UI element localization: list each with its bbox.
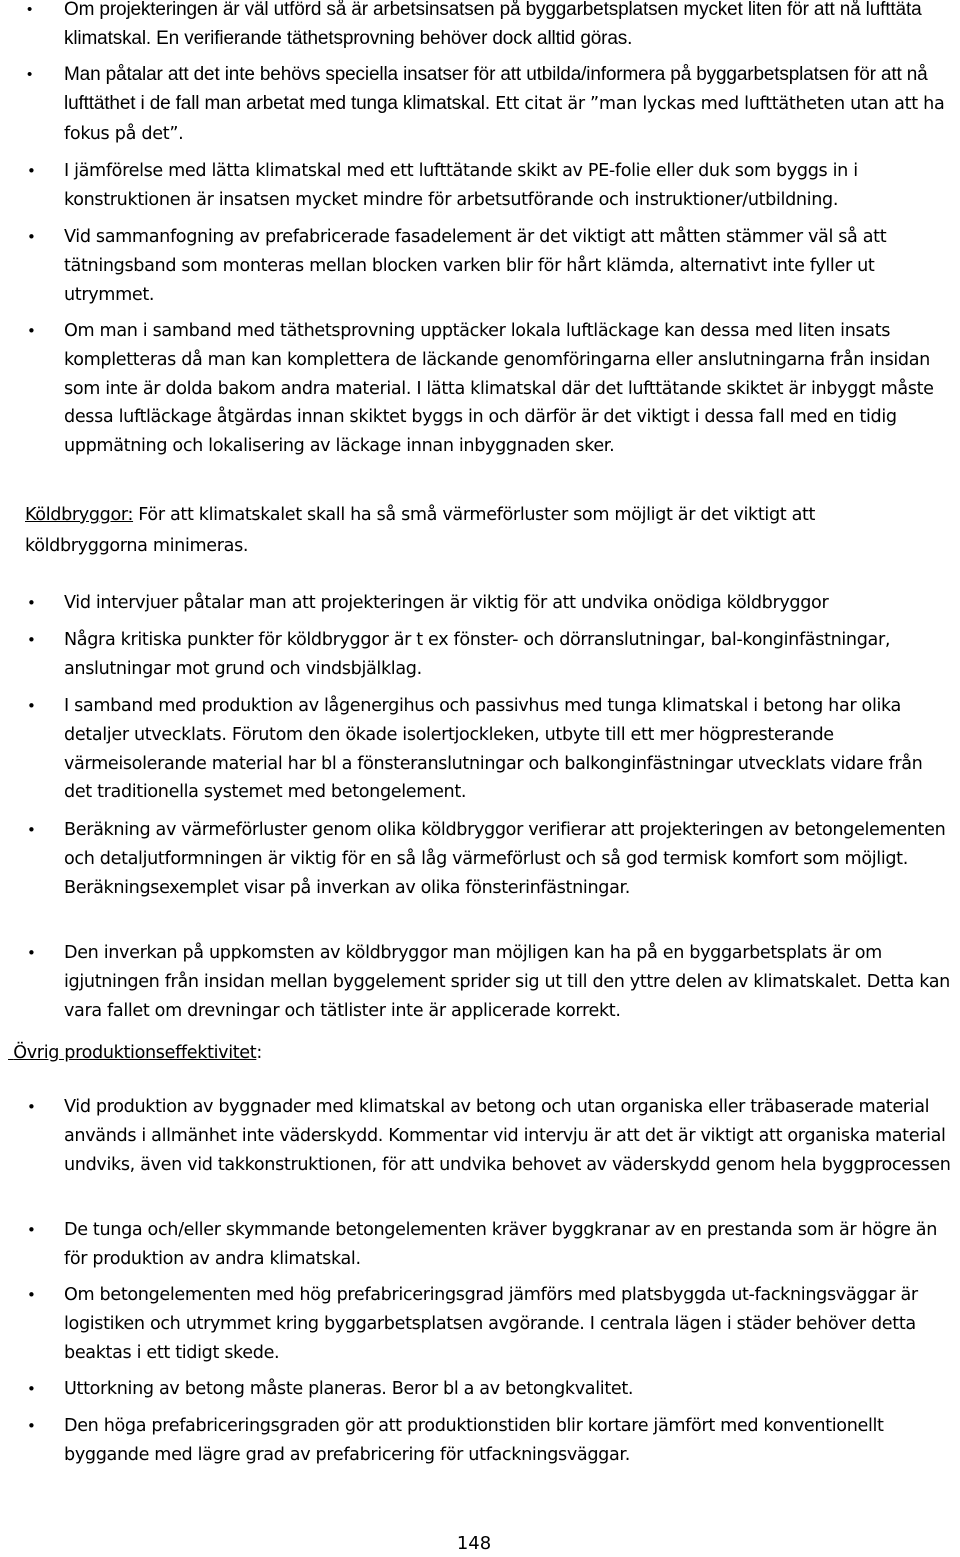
quote-text: Ett citat är ”man lyckas med lufttätheten utan att ha fokus på det”. [64,94,945,144]
list-item: • Om projekteringen är väl utförd så är arbetsinsatsen på byggarbetsplatsen mycket liten för att nå lufttäta klimatskal. En verifierande täthetsprovning behöver dock alltid göras. [0,0,960,53]
list-item: • Om betongelementen med hög prefabriceringsgrad jämförs med platsbyggda ut-fackningsväggar är logistiken och utrymmet kring byggarbetsplatsen avgörande. I centrala lägen i städer behöver detta beaktas i ett tidigt skede. [0,1281,960,1368]
list-item: • Vid produktion av byggnader med klimatskal av betong och utan organiska eller träbaserade material används i allmänhet inte väderskydd. Kommentar vid intervju är att det är viktigt att organiska material undviks, även vid takkonstruktionen, för att undvika behovet av väderskydd genom hela byggprocessen [0,1093,960,1209]
list-item: • De tunga och/eller skymmande betongelementen kräver byggkranar av en prestanda som är högre än för produktion av andra klimatskal. [0,1216,960,1274]
bullet-icon: • [27,631,36,649]
bullet-icon: • [27,1,33,18]
bullet-icon: • [27,322,36,340]
list-item: • Uttorkning av betong måste planeras. Beror bl a av betongkvalitet. [0,1375,960,1404]
bullet-icon: • [27,1380,36,1398]
list-item: • Vid sammanfogning av prefabricerade fasadelement är det viktigt att måtten stämmer väl så att tätningsband som monteras mellan blocken varken blir för hårt klämda, alternativt inte fyller ut utrymmet. [0,223,960,310]
heading-label: Övrig produktionseffektivitet [13,1043,257,1063]
section-heading-ovrig: Övrig produktionseffektivitet: [0,1038,292,1069]
list-item: • Den höga prefabriceringsgraden gör att produktionstiden blir kortare jämfört med konventionellt byggande med lägre grad av prefabricering för utfackningsväggar. [0,1412,960,1470]
list-item: • Några kritiska punkter för köldbryggor är t ex fönster- och dörranslutningar, bal-konginfästningar, anslutningar mot grund och vindsbjälklag. [0,626,960,684]
bullet-icon: • [27,162,36,180]
list-item: • I samband med produktion av lågenergihus och passivhus med tunga klimatskal i betong har olika detaljer utvecklats. Förutom den ökade isolertjockleken, utbyte till ett mer högpresterande värmeisolerande material har bl a fönsteranslutningar och balkonginfästningar utvecklats vidare från det traditionella systemet med betongelement. [0,692,960,808]
page-number: 148 [456,1533,492,1554]
list-item: • Vid intervjuer påtalar man att projekteringen är viktig för att undvika onödiga köldbryggor [0,589,960,618]
air-tightness-list-continued [0,157,960,461]
section-heading-koldbryggor [0,500,960,562]
list-item: • Beräkning av värmeförluster genom olika köldbryggor verifierar att projekteringen av betongelementen och detaljutformningen är viktig för en så låg värmeförlust och så god termisk komfort som möjligt. Beräkningsexemplet visar på inverkan av olika fönsterinfästningar. [0,816,960,932]
bullet-icon: • [27,697,36,715]
heading-text: För att klimatskalet skall ha så små värmeförluster som möjligt är det viktigt att köldbryggorna minimeras. [25,505,816,556]
bullet-icon: • [27,594,36,612]
bullet-icon: • [27,1417,36,1435]
bullet-icon: • [27,1098,36,1116]
bullet-icon: • [27,1286,36,1304]
bullet-icon: • [27,944,36,962]
list-item: • Man påtalar att det inte behövs speciella insatser för att utbilda/informera på byggarbetsplatsen för att nå lufttäthet i de fall man arbetat med tunga klimatskal. Ett citat är ”man lyckas med lufttätheten utan att ha fokus på det”. [0,60,960,147]
bullet-icon: • [27,228,36,246]
list-item: • I jämförelse med lätta klimatskal med ett lufttätande skikt av PE-folie eller duk som byggs in i konstruktionen är insatsen mycket mindre för arbetsutförande och instruktioner/utbildning. [0,157,960,215]
list-item: • Om man i samband med täthetsprovning upptäcker lokala luftläckage kan dessa med liten insats kompletteras då man kan komplettera de läckande genomföringarna eller anslutningarna från insidan som inte är dolda bakom andra material. I lätta klimatskal där det lufttätande skiktet är inbyggt måste dessa luftläckage åtgärdas innan skiktet byggs in och därför är det viktigt i dessa fall med en tidig uppmätning och lokalisering av läckage innan inbyggnaden sker. [0,317,960,461]
bullet-icon: • [27,66,33,83]
koldbryggor-list [0,589,960,1025]
bullet-icon: • [27,1221,36,1239]
ovrig-list [0,1093,960,1470]
bullet-icon: • [27,821,36,839]
list-item: • Den inverkan på uppkomsten av köldbryggor man möjligen kan ha på en byggarbetsplats är om igjutningen från insidan mellan byggelement sprider sig ut till den yttre delen av klimatskalet. Detta kan vara fallet om drevningar och tätlister inte är applicerade korrekt. [0,939,960,1025]
heading-label: Köldbryggor: [25,505,134,525]
air-tightness-list [0,0,960,147]
